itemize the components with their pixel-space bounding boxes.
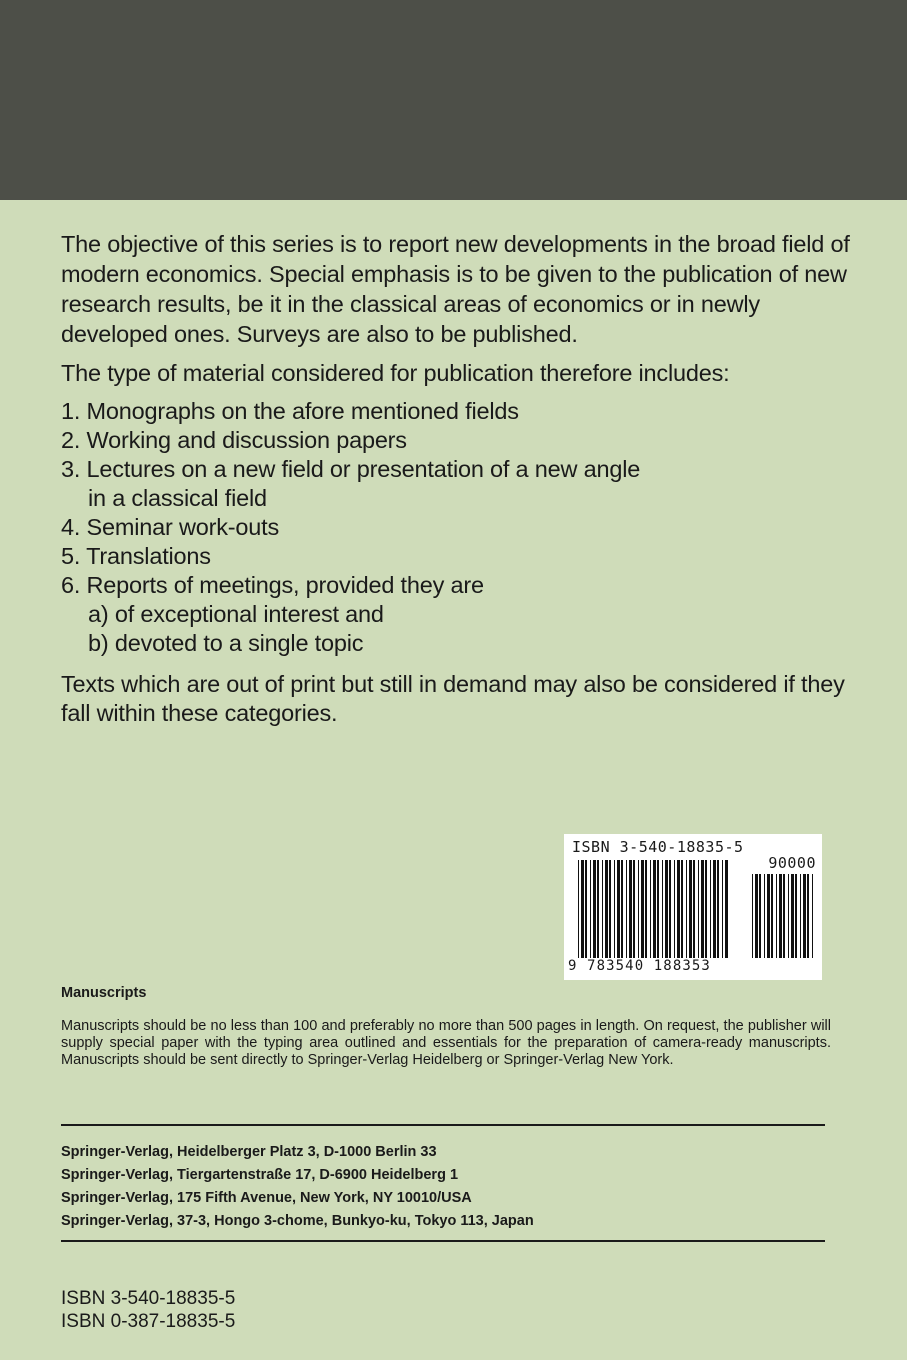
address-line: Springer-Verlag, 37-3, Hongo 3-chome, Bunkyo-ku, Tokyo 113, Japan (61, 1213, 534, 1229)
barcode-bar (767, 874, 770, 958)
barcode-bar (645, 860, 647, 958)
divider (61, 1240, 825, 1242)
barcode-bar (621, 860, 623, 958)
list-item-continuation: in a classical field (88, 485, 267, 511)
barcode-bar (614, 860, 615, 958)
barcode-bar (686, 860, 687, 958)
material-types-intro: The type of material considered for publication therefore includes: (61, 360, 730, 386)
barcode-bar (581, 860, 584, 958)
isbn-line: ISBN 3-540-18835-5 (61, 1288, 236, 1309)
barcode-bar (713, 860, 716, 958)
barcode-bar (759, 874, 761, 958)
address-line: Springer-Verlag, 175 Fifth Avenue, New York, NY 10010/USA (61, 1190, 472, 1206)
barcode-bar (609, 860, 611, 958)
barcode-bar (693, 860, 695, 958)
barcode-bar (626, 860, 627, 958)
barcode-bar (812, 874, 813, 958)
barcode-bar (800, 874, 801, 958)
barcode-bar (764, 874, 765, 958)
barcode-bar (752, 874, 753, 958)
barcode-bar (578, 860, 579, 958)
barcode-bar (725, 860, 728, 958)
divider (61, 1124, 825, 1126)
list-subitem: a) of exceptional interest and (88, 601, 384, 627)
barcode-bar (602, 860, 603, 958)
barcode-bar (633, 860, 635, 958)
barcode-isbn-label: ISBN 3-540-18835-5 (572, 838, 744, 856)
list-item: 2. Working and discussion papers (61, 427, 407, 453)
series-description (61, 229, 851, 388)
material-list (61, 397, 841, 658)
barcode-bar (698, 860, 699, 958)
barcode-bar (722, 860, 723, 958)
barcode-bar (662, 860, 663, 958)
barcode-bar (650, 860, 651, 958)
manuscripts-heading: Manuscripts (61, 985, 147, 1001)
publisher-addresses (61, 1141, 831, 1233)
barcode-bar (638, 860, 639, 958)
barcode-bar (605, 860, 608, 958)
barcode-bar (701, 860, 704, 958)
barcode-bar (791, 874, 794, 958)
isbn-barcode (564, 834, 822, 980)
closing-text: Texts which are out of print but still in demand may also be considered if they fall within these categories. (61, 671, 845, 726)
list-item: 6. Reports of meetings, provided they are (61, 572, 484, 598)
barcode-bar (717, 860, 719, 958)
barcode-digits: 9 783540 188353 (568, 958, 711, 974)
barcode-bar (710, 860, 711, 958)
barcode-price-code: 90000 (768, 854, 816, 872)
barcode-bar (705, 860, 707, 958)
barcode-bar (657, 860, 659, 958)
isbn-numbers (61, 1287, 235, 1333)
barcode-bar (776, 874, 777, 958)
isbn-line: ISBN 0-387-18835-5 (61, 1311, 236, 1332)
closing-paragraph (61, 670, 851, 728)
barcode-bar (779, 874, 782, 958)
barcode-bar (629, 860, 632, 958)
barcode-bar (585, 860, 587, 958)
barcode-bar (788, 874, 789, 958)
barcode-bar (669, 860, 671, 958)
cover-top-band (0, 0, 907, 200)
barcode-bar (665, 860, 668, 958)
barcode-bar (803, 874, 806, 958)
list-item: 5. Translations (61, 543, 211, 569)
list-item: 1. Monographs on the afore mentioned fields (61, 398, 519, 424)
barcode-bar (653, 860, 656, 958)
list-subitem: b) devoted to a single topic (88, 630, 364, 656)
barcode-bar (677, 860, 680, 958)
barcode-bar (783, 874, 785, 958)
barcode-bar (674, 860, 675, 958)
barcode-bar (641, 860, 644, 958)
barcode-bar (593, 860, 596, 958)
barcode-bar (795, 874, 797, 958)
barcode-bar (597, 860, 599, 958)
intro-paragraph: The objective of this series is to report new developments in the broad field of modern economics. Special emphasis is to be given to the publication of new research results, be it in the classical areas of economics or in newly developed ones. Surveys are also to be published. (61, 231, 850, 347)
address-line: Springer-Verlag, Heidelberger Platz 3, D-1000 Berlin 33 (61, 1144, 437, 1160)
barcode-bar (590, 860, 591, 958)
list-item: 3. Lectures on a new field or presentation of a new angle (61, 456, 641, 482)
barcode-bar (617, 860, 620, 958)
barcode-bar (807, 874, 809, 958)
barcode-bar (771, 874, 773, 958)
barcode-bar (755, 874, 758, 958)
address-line: Springer-Verlag, Tiergartenstraße 17, D-6900 Heidelberg 1 (61, 1167, 459, 1183)
barcode-bar (681, 860, 683, 958)
barcode-bar (689, 860, 692, 958)
list-item: 4. Seminar work-outs (61, 514, 280, 540)
manuscripts-text: Manuscripts should be no less than 100 and preferably no more than 500 pages in length. On request, the publisher will supply special paper with the typing area outlined and essentials for the preparation of camera-ready manuscripts. Manuscripts should be sent directly to Springer-Verlag Heidelberg or Springer-Verlag New York. (61, 1018, 831, 1068)
